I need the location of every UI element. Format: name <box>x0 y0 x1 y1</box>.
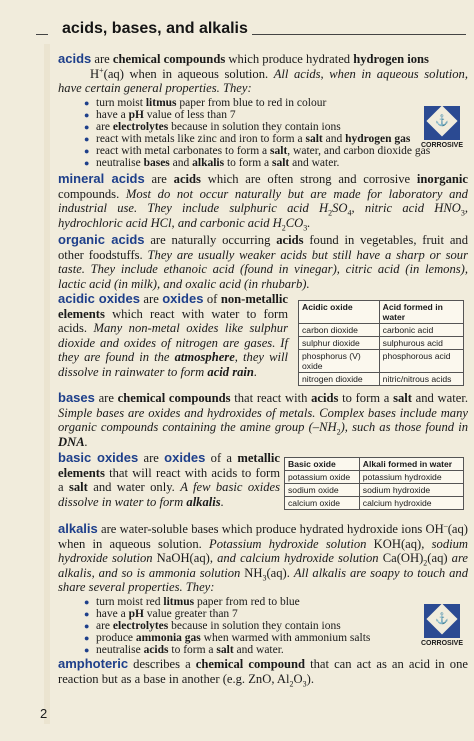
superscript: + <box>99 65 104 75</box>
entry-acids <box>58 52 468 169</box>
list-item: ● turn moist litmus paper from blue to red in colour <box>96 97 416 109</box>
entry-mineral-acids: mineral acids are acids which are often strong and corrosive inorganic compounds. Most do not occur naturally but are made for laboratory and industrial use. They include sulphuric acid $H_2SO_4$, nitric acid $HNO_3$, hydrochloric acid HCl, and carbonic acid $H_2CO_3$. <box>58 171 468 233</box>
acids-properties-list <box>58 96 431 169</box>
table-row: potassium oxide potassium hydroxide <box>285 471 464 484</box>
warning-label: CORROSIVE <box>420 142 463 149</box>
margin-bar <box>44 44 50 724</box>
term: hydrogen ions <box>353 52 429 66</box>
table-row: sulphur dioxide sulphurous acid <box>299 337 464 350</box>
title-rule-left <box>36 34 48 35</box>
table-row: calcium oxide calcium hydroxide <box>285 497 464 510</box>
corrosive-icon: ⚓ <box>424 106 460 140</box>
list-item: ● react with metals like zinc and iron to form a salt and hydrogen gas <box>96 133 416 145</box>
basic-oxides-table <box>284 457 464 510</box>
list-item: ● have a pH value greater than 7 <box>96 608 416 620</box>
table-row: carbon dioxide carbonic acid <box>299 324 464 337</box>
list-item: ● turn moist red litmus paper from red to blue <box>96 596 416 608</box>
text: are <box>91 52 113 66</box>
page-number: 2 <box>40 706 48 721</box>
corrosive-icon: ⚓ <box>424 604 460 638</box>
entry-basic-oxides: basic oxides are oxides of a metallic elements that will react with acids to form a salt and water only. A few basic oxides dissolve in water to form alkalis. <box>58 450 281 509</box>
column-header: Basic oxide <box>285 458 360 471</box>
headword-basic-oxides: basic oxides <box>58 450 139 465</box>
text: H <box>90 66 100 81</box>
term: chemical compounds <box>112 52 226 66</box>
list-item: ● have a pH value of less than 7 <box>96 109 416 121</box>
title-rule-right <box>236 34 466 35</box>
entry-alkalis: alkalis are water-soluble bases which produce hydrated hydroxide ions OH–(aq) when in aqueous solution. Potassium hydroxide solution KOH(aq), sodium hydroxide solution NaOH(aq), and calcium hydroxide solution $Ca(OH)_2(aq)$ are alkalis, and so is ammonia solution $NH_3(aq)$. All alkalis are soapy to touch and share several properties. They: ● turn moist red litmus paper from red to blue ● have a pH value greater than 7 ● are electrolytes because in solution they contain ions ● produce ammonia gas when warmed with ammonium salts ● neutralise acids to form a salt and water. <box>58 522 468 656</box>
text: which produce hydrated <box>225 52 354 66</box>
column-header: Acid formed in water <box>379 301 463 324</box>
list-item: ● react with metal carbonates to form a salt, water, and carbon dioxide gas <box>96 145 416 157</box>
column-header: Acidic oxide <box>299 301 380 324</box>
crossref-oxides[interactable]: oxides <box>164 450 206 465</box>
table-row: nitrogen dioxide nitric/nitrous acids <box>299 373 464 386</box>
list-item: ● are electrolytes because in solution they contain ions <box>96 121 416 133</box>
headword-alkalis: alkalis <box>58 521 98 536</box>
headword-acids: acids <box>58 51 92 66</box>
corrosive-warning-alkalis <box>418 604 466 647</box>
warning-label: CORROSIVE <box>420 640 463 647</box>
list-item: ● neutralise bases and alkalis to form a salt and water. <box>96 157 416 169</box>
acidic-oxides-table <box>298 300 464 386</box>
headword-acidic-oxides: acidic oxides <box>58 291 140 306</box>
entry-bases: bases are chemical compounds that react with acids to form a salt and water. Simple bases are oxides and hydroxides of metals. Complex bases include many organic compounds containing the amine group $(-NH_2)$, such as those found in DNA. <box>58 390 469 449</box>
table-row: phosphorus (V) oxide phosphorous acid <box>299 350 464 373</box>
entry-acidic-oxides: acidic oxides are oxides of non-metallic elements which react with water to form acids. Many non-metal oxides like sulphur dioxide and oxides of nitrogen are gases. If they are found in the atmosphere, they will dissolve in rainwater to form acid rain. <box>58 291 288 379</box>
list-item: ● are electrolytes because in solution they contain ions <box>96 620 416 632</box>
entry-amphoteric: amphoteric describes a chemical compound that can act as an acid in one reaction but as a base in another (e.g. ZnO, $Al_2O_3$). <box>58 656 468 689</box>
page-title: acids, bases, and alkalis <box>58 20 252 38</box>
entry-organic-acids: organic acids are naturally occurring acids found in vegetables, fruit and other foodstuffs. They are usually weaker acids but still have a sharp or sour taste. They include ethanoic acid (found in vinegar), citric acid (in lemons), lactic acid (in milk), and oxalic acid (in rhubarb). <box>58 232 469 291</box>
list-item: ● neutralise acids to form a salt and water. <box>96 644 416 656</box>
list-item: ● produce ammonia gas when warmed with ammonium salts <box>96 632 416 644</box>
headword-organic-acids: organic acids <box>58 232 145 247</box>
corrosive-warning-acids <box>418 106 466 149</box>
italic-text: All acids, when in aqueous solution, have certain general properties. They: <box>58 66 468 95</box>
alkalis-properties-list <box>58 596 416 656</box>
text: (aq) when in aqueous solution. <box>103 66 274 81</box>
headword-bases: bases <box>58 390 95 405</box>
headword-amphoteric: amphoteric <box>58 656 129 671</box>
crossref-oxides[interactable]: oxides <box>162 291 204 306</box>
headword-mineral-acids: mineral acids <box>58 171 145 186</box>
column-header: Alkali formed in water <box>359 458 463 471</box>
table-header-row <box>285 458 464 471</box>
table-header-row <box>299 301 464 324</box>
table-row: sodium oxide sodium hydroxide <box>285 484 464 497</box>
